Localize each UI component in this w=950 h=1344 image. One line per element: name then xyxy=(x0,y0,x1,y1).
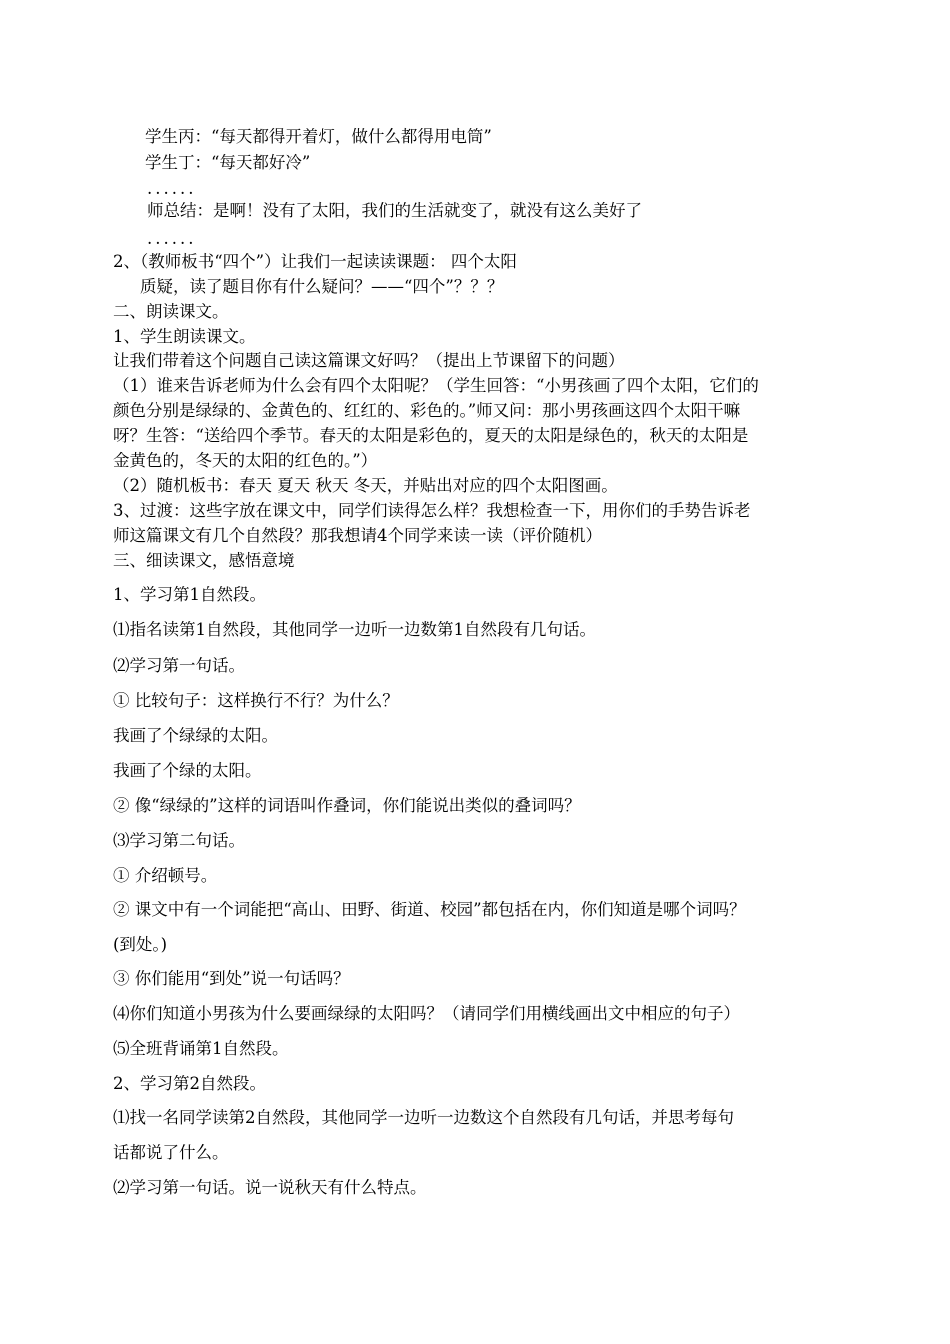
text-line: ① 比较句子：这样换行不行？为什么？ xyxy=(113,691,399,710)
text-line: 师总结：是啊！没有了太阳，我们的生活就变了，就没有这么美好了 xyxy=(147,201,642,220)
text-line: 呀？生答：“送给四个季节。春天的太阳是彩色的，夏天的太阳是绿色的，秋天的太阳是 xyxy=(113,426,749,445)
text-line: ⑴指名读第1自然段，其他同学一边听一边数第1自然段有几句话。 xyxy=(113,620,596,639)
text-line: 我画了个绿的太阳。 xyxy=(113,761,262,780)
text-line: 话都说了什么。 xyxy=(113,1143,229,1162)
section-heading: 二、朗读课文。 xyxy=(113,302,229,321)
text-line: ③ 你们能用“到处”说一句话吗？ xyxy=(113,969,350,988)
text-line: 质疑，读了题目你有什么疑问？——“四个”？？？ xyxy=(140,277,504,296)
text-line: 1、学习第1自然段。 xyxy=(113,585,266,604)
text-line: ② 课文中有一个词能把“高山、田野、街道、校园”都包括在内，你们知道是哪个词吗？ xyxy=(113,900,746,919)
text-line: 我画了个绿绿的太阳。 xyxy=(113,726,278,745)
text-line: 学生丙：“每天都得开着灯，做什么都得用电筒” xyxy=(145,127,492,146)
ellipsis-line: ...... xyxy=(147,229,197,248)
text-line: （2）随机板书：春天 夏天 秋天 冬天，并贴出对应的四个太阳图画。 xyxy=(113,476,618,495)
text-line: （1）谁来告诉老师为什么会有四个太阳呢？（学生回答：“小男孩画了四个太阳，它们的 xyxy=(113,376,759,395)
text-line: 学生丁：“每天都好冷” xyxy=(145,153,311,172)
text-line: 让我们带着这个问题自己读这篇课文好吗？（提出上节课留下的问题） xyxy=(113,351,625,370)
text-line: ⑵学习第一句话。说一说秋天有什么特点。 xyxy=(113,1178,427,1197)
text-line: (到处。) xyxy=(113,935,168,954)
text-line: 3、过渡：这些字放在课文中，同学们读得怎么样？我想检查一下，用你们的手势告诉老 xyxy=(113,501,751,520)
text-line: ⑵学习第一句话。 xyxy=(113,656,245,675)
text-line: 师这篇课文有几个自然段？那我想请4个同学来读一读（评价随机） xyxy=(113,526,602,545)
text-line: ⑷你们知道小男孩为什么要画绿绿的太阳吗？（请同学们用横线画出文中相应的句子） xyxy=(113,1004,740,1023)
text-line: 金黄色的，冬天的太阳的红色的。”） xyxy=(113,451,378,470)
text-line: ⑸全班背诵第1自然段。 xyxy=(113,1039,289,1058)
text-line: ⑶学习第二句话。 xyxy=(113,831,245,850)
text-line: ② 像“绿绿的”这样的词语叫作叠词，你们能说出类似的叠词吗？ xyxy=(113,796,581,815)
text-line: 颜色分别是绿绿的、金黄色的、红红的、彩色的。”师又问：那小男孩画这四个太阳干嘛 xyxy=(113,401,741,420)
text-line: 1、学生朗读课文。 xyxy=(113,327,256,346)
text-line: ⑴找一名同学读第2自然段，其他同学一边听一边数这个自然段有几句话，并思考每句 xyxy=(113,1108,734,1127)
text-line: 2、学习第2自然段。 xyxy=(113,1074,266,1093)
section-heading: 三、细读课文，感悟意境 xyxy=(113,551,295,570)
ellipsis-line: ...... xyxy=(147,179,197,198)
text-line: 2、（教师板书“四个”）让我们一起读读课题： 四个太阳 xyxy=(113,252,517,271)
text-line: ① 介绍顿号。 xyxy=(113,866,218,885)
